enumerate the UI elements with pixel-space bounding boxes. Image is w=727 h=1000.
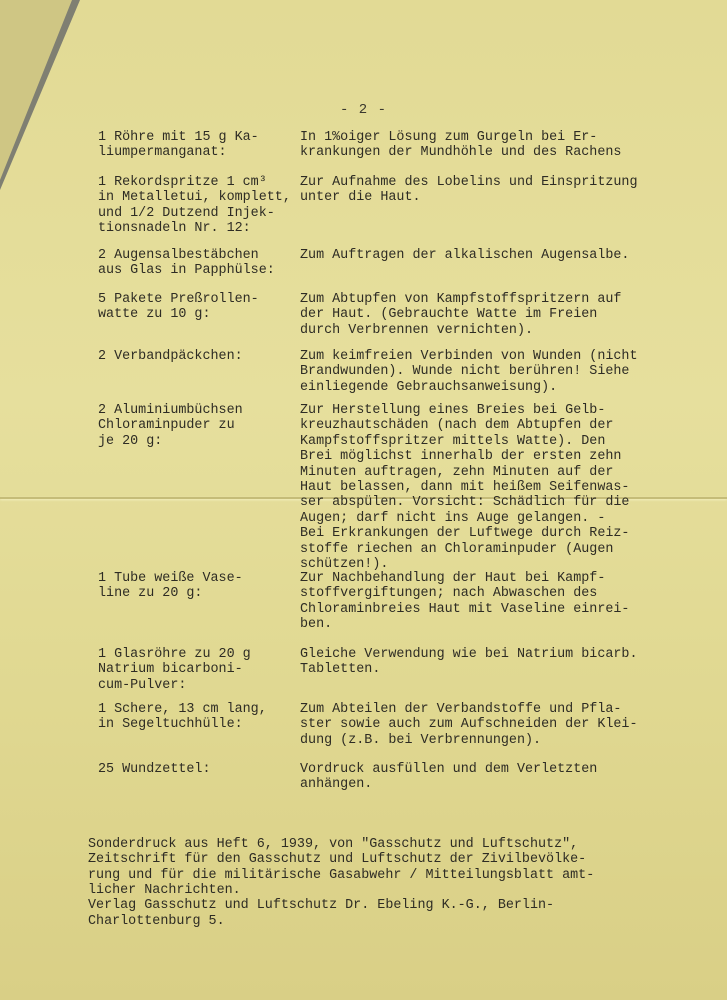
item-description <box>300 130 695 161</box>
item-line: 1 Rekordspritze 1 cm³ <box>98 175 267 190</box>
description-line: Zur Aufnahme des Lobelins und Einspritzung <box>300 175 638 190</box>
description-line: krankungen der Mundhöhle und des Rachens <box>300 145 622 161</box>
description-line: Brei möglichst innerhalb der ersten zehn <box>300 449 622 465</box>
description-line: stoffe riechen an Chloraminpuder (Augen <box>300 541 614 557</box>
item-line: 1 Schere, 13 cm lang, <box>98 702 267 717</box>
item-description <box>300 571 695 633</box>
item-name <box>98 349 298 364</box>
description-line: Vordruck ausfüllen und dem Verletzten <box>300 762 598 777</box>
description-line: Zum Abtupfen von Kampfstoffspritzern auf <box>300 292 622 307</box>
item-line: 25 Wundzettel: <box>98 762 211 777</box>
item-line: 1 Tube weiße Vase- <box>98 571 243 586</box>
description-line: Tabletten. <box>300 662 381 678</box>
description-line: unter die Haut. <box>300 190 421 206</box>
item-line: aus Glas in Papphülse: <box>98 263 275 279</box>
publication-note <box>88 806 708 945</box>
item-name <box>98 130 298 161</box>
description-line: In 1%oiger Lösung zum Gurgeln bei Er- <box>300 130 598 145</box>
description-line: einliegende Gebrauchsanweisung). <box>300 379 558 395</box>
description-line: durch Verbrennen vernichten). <box>300 322 534 338</box>
item-name <box>98 647 298 693</box>
description-line: Zur Herstellung eines Breies bei Gelb- <box>300 403 606 418</box>
item-line: 1 Glasröhre zu 20 g <box>98 647 251 662</box>
description-line: Augen; darf nicht ins Auge gelangen. - <box>300 510 606 526</box>
item-line: Natrium bicarboni- <box>98 662 243 678</box>
note-line: Charlottenburg 5. <box>88 913 225 929</box>
item-line: line zu 20 g: <box>98 586 203 602</box>
item-description <box>300 702 695 748</box>
item-description <box>300 292 695 338</box>
item-description <box>300 175 695 206</box>
note-line: Zeitschrift für den Gasschutz und Luftschutz der Zivilbevölke- <box>88 852 587 868</box>
item-line: und 1/2 Dutzend Injek- <box>98 205 275 221</box>
item-line: 2 Augensalbestäbchen <box>98 248 259 263</box>
item-line: je 20 g: <box>98 433 163 449</box>
description-line: Minuten auftragen, zehn Minuten auf der <box>300 464 614 480</box>
description-line: Kampfstoffspritzer mittels Watte). Den <box>300 433 606 449</box>
item-line: in Segeltuchhülle: <box>98 717 243 733</box>
item-name <box>98 175 298 237</box>
item-description <box>300 349 695 395</box>
description-line: Zur Nachbehandlung der Haut bei Kampf- <box>300 571 606 586</box>
description-line: Zum keimfreien Verbinden von Wunden (nicht <box>300 349 638 364</box>
item-line: Chloraminpuder zu <box>98 418 235 434</box>
page-number: - 2 - <box>340 102 388 118</box>
description-line: Gleiche Verwendung wie bei Natrium bicarb. <box>300 647 638 662</box>
description-line: Zum Abteilen der Verbandstoffe und Pfla- <box>300 702 622 717</box>
description-line: stoffvergiftungen; nach Abwaschen des <box>300 586 598 602</box>
note-line: Verlag Gasschutz und Luftschutz Dr. Ebeling K.-G., Berlin- <box>88 898 555 914</box>
description-line: ser abspülen. Vorsicht: Schädlich für die <box>300 495 630 511</box>
item-line: in Metalletui, komplett, <box>98 190 291 206</box>
item-line: 5 Pakete Preßrollen- <box>98 292 259 307</box>
item-name <box>98 292 298 323</box>
description-line: Zum Auftragen der alkalischen Augensalbe. <box>300 248 630 263</box>
item-line: watte zu 10 g: <box>98 307 211 323</box>
item-line: 2 Aluminiumbüchsen <box>98 403 243 418</box>
description-line: Bei Erkrankungen der Luftwege durch Reiz- <box>300 526 630 542</box>
item-name <box>98 403 298 449</box>
item-description <box>300 403 695 572</box>
note-line: rung und für die militärische Gasabwehr / Mitteilungsblatt amt- <box>88 867 595 883</box>
description-line: Brandwunden). Wunde nicht berühren! Siehe <box>300 364 630 380</box>
description-line: dung (z.B. bei Verbrennungen). <box>300 732 542 748</box>
description-line: Haut belassen, dann mit heißem Seifenwas- <box>300 480 630 496</box>
note-line: Sonderdruck aus Heft 6, 1939, von "Gasschutz und Luftschutz", <box>88 836 579 852</box>
item-description <box>300 647 695 678</box>
description-line: kreuzhautschäden (nach dem Abtupfen der <box>300 418 614 434</box>
description-line: der Haut. (Gebrauchte Watte im Freien <box>300 307 598 323</box>
item-line: liumpermanganat: <box>98 145 227 161</box>
note-line: licher Nachrichten. <box>88 883 241 899</box>
item-description <box>300 248 695 263</box>
item-name <box>98 248 298 279</box>
item-name <box>98 702 298 733</box>
item-name <box>98 762 298 777</box>
item-line: 2 Verbandpäckchen: <box>98 349 243 364</box>
item-line: cum-Pulver: <box>98 677 187 693</box>
folded-corner-paper <box>0 0 72 180</box>
item-line: tionsnadeln Nr. 12: <box>98 221 251 237</box>
description-line: Chloraminbreies Haut mit Vaseline einrei- <box>300 601 630 617</box>
description-line: ster sowie auch zum Aufschneiden der Klei- <box>300 717 638 733</box>
description-line: schützen!). <box>300 557 389 573</box>
item-name <box>98 571 298 602</box>
description-line: anhängen. <box>300 777 373 793</box>
description-line: ben. <box>300 617 333 633</box>
item-description <box>300 762 695 793</box>
item-line: 1 Röhre mit 15 g Ka- <box>98 130 259 145</box>
